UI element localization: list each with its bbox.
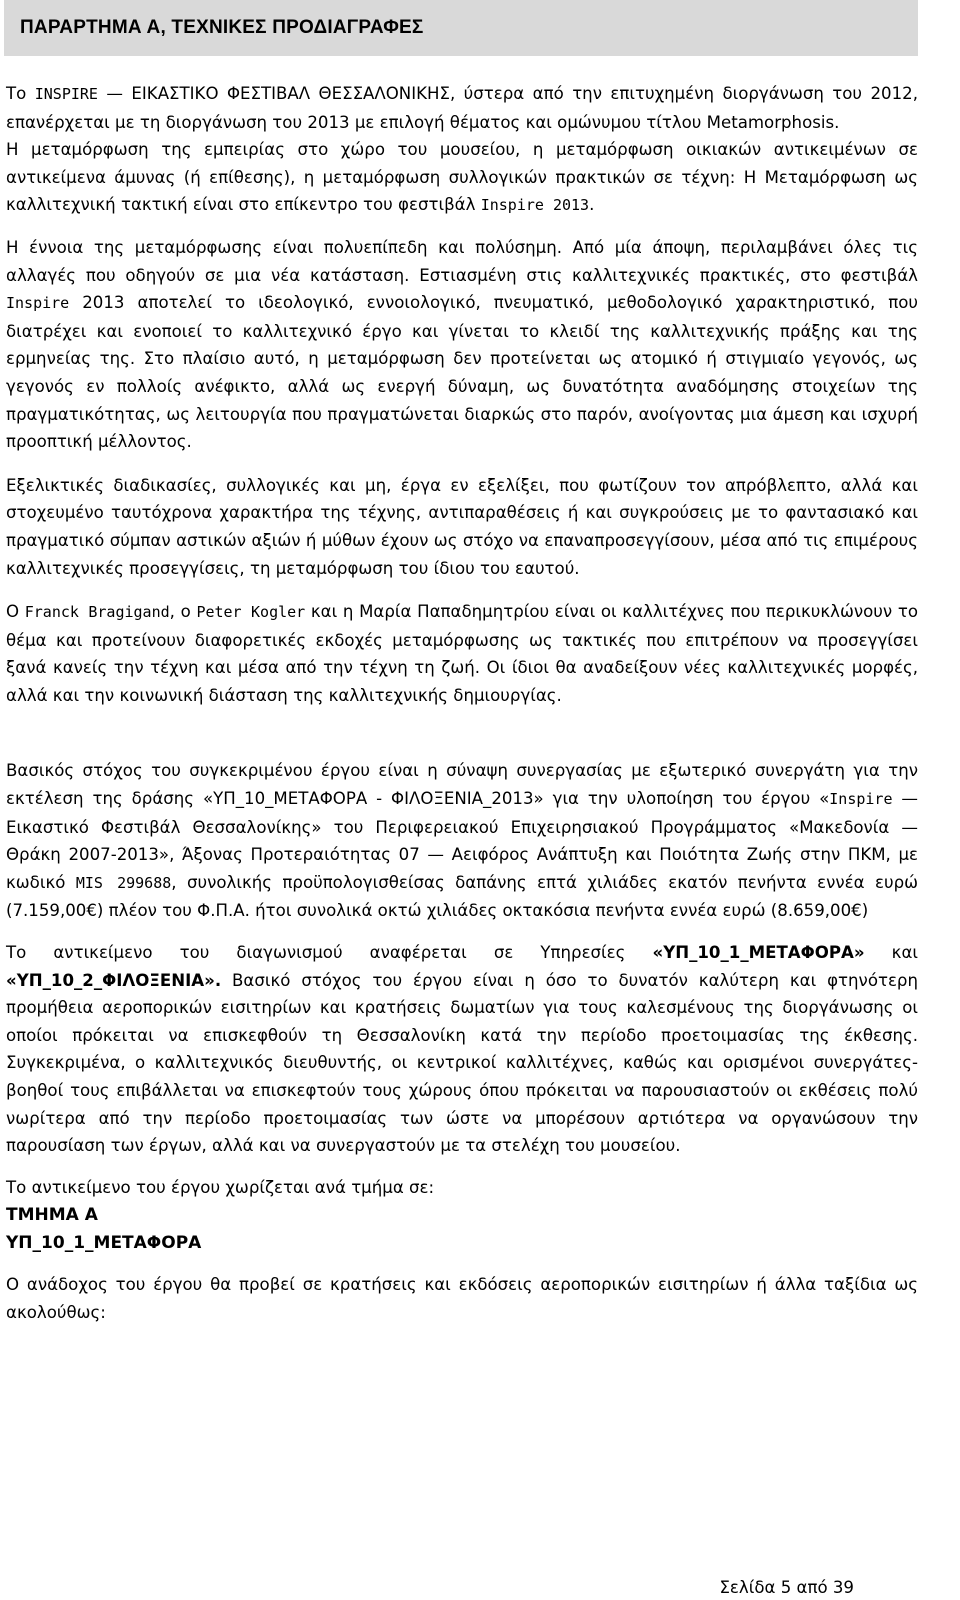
- text-run: Η μεταμόρφωση της εμπειρίας στο χώρο του μουσείου, η μεταμόρφωση οικιακών αντικειμένων σε αντικείμενα άμυνας (ή επίθεσης), η μεταμόρφωση συλλογικών πρακτικών σε τέχνη: Η Μεταμόρφωση ως καλλιτεχνική τακτική είναι στο επίκεντρο του φεστιβάλ: [6, 140, 918, 215]
- text-run: , ο: [169, 602, 197, 622]
- text-run: 2013 αποτελεί το ιδεολογικό, εννοιολογικό, πνευματικό, μεθοδολογικό χαρακτηριστικό, που διατρέχει και ενοποιεί το καλλιτεχνικό έργο και γίνεται το κλειδί της καλλιτεχνικής πράξης και της ερμηνείας της. Στο πλαίσιο αυτό, η μεταμόρφωση δεν προτείνεται ως ατομικό ή στιγμιαίο γεγονός, ως γεγονός εν πολλοίς ανέφικτο, αλλά ως ενεργή δύναμη, ως δυνατότητα αναδόμησης στοιχείων της πραγματικότητας, ως λειτουργία που πραγματώνεται διαρκώς στο παρόν, ανοίγοντας μια άμεση και ισχυρή προοπτική μέλλοντος.: [6, 293, 918, 452]
- text-run: Βασικό στόχος του έργου είναι η όσο το δυνατόν καλύτερη και φτηνότερη προμήθεια αεροπορικών εισιτηρίων και κρατήσεις δωματίων για τους καλεσμένους της διοργάνωσης οι οποίοι πρόκειται να επισκεφθούν τη Θεσσαλονίκη κατά την περίοδο προετοιμασίας της έκθεσης. Συγκεκριμένα, ο καλλιτεχνικός διευθυντής, οι κεντρικοί καλλιτέχνες, καθώς και ορισμένοι συνεργάτες-βοηθοί τους επιβάλλεται να επισκεφτούν τους χώρους όπου πρόκειται να παρουσιαστούν οι εκθέσεις πολύ νωρίτερα από την περίοδο προετοιμασίας των ώστε να μπορέσουν αρτιότερα να οργανώσουν την παρουσίαση των έργων, αλλά και να συνεργαστούν με τα στελέχη του μουσείου.: [6, 970, 918, 1156]
- text-run: .: [589, 195, 595, 215]
- paragraph-metamorphosis: [6, 136, 918, 220]
- text-run: Ο: [6, 602, 25, 622]
- text-run-mono: INSPIRE: [34, 85, 98, 103]
- text-run: και η Μαρία Παπαδημητρίου είναι οι καλλιτέχνες που περικυκλώνουν το θέμα και προτείνουν διαφορετικές εκδοχές μεταμόρφωσης ως τακτικές που επιτρέπουν να προσεγγίσει ξανά κανείς την τέχνη και μέσα από την τέχνη τη ζωή. Οι ίδιοι θα αναδείξουν νέες καλλιτεχνικές μορφές, αλλά και την κοινωνική διάσταση της καλλιτεχνικής δημιουργίας.: [6, 602, 918, 705]
- paragraph-subject: [6, 939, 918, 1160]
- paragraph-artists: [6, 598, 918, 709]
- paragraph-division: Το αντικείμενο του έργου χωρίζεται ανά τμήμα σε:: [6, 1177, 435, 1197]
- text-run: Το αντικείμενο του διαγωνισμού αναφέρεται σε Υπηρεσίες: [6, 943, 653, 963]
- paragraph-processes: Εξελικτικές διαδικασίες, συλλογικές και μη, έργα εν εξελίξει, που φωτίζουν τον απρόβλεπτο, αλλά και στοχευμένο ταυτόχρονα χαρακτήρα της τέχνης, αντιπαραθέσεις ή και συγκρούσεις με το φαντασιακό και πραγματικό σύμπαν αστικών αξιών ή μύθων έχουν ως στόχο να επαναπροσεγγίσουν, μέσα από τις επιμέρους καλλιτεχνικές προσεγγίσεις, τη μεταμόρφωση του ίδιου του εαυτού.: [6, 475, 918, 578]
- text-run: Βασικός στόχος του συγκεκριμένου έργου είναι η σύναψη συνεργασίας με εξωτερικό συνεργάτη για την εκτέλεση της δράσης «ΥΠ_10_ΜΕΤΑΦΟΡΑ - ΦΙΛΟΞΕΝΙΑ_2013» για την υλοποίηση του έργου «: [6, 761, 918, 809]
- text-run: — Εικαστικό Φεστιβάλ Θεσσαλονίκης» του Περιφερειακού Επιχειρησιακού Προγράμματος «Μακεδονία — Θράκη 2007-2013», Άξονας Προτεραιότητας 07 — Αειφόρος Ανάπτυξη και Ποιότητα Ζωής στην ΠΚΜ, με κωδικό: [6, 789, 919, 892]
- text-run: Το: [6, 84, 35, 103]
- paragraph-intro: [6, 80, 918, 136]
- paragraph-contractor: Ο ανάδοχος του έργου θα προβεί σε κρατήσεις και εκδόσεις αεροπορικών εισιτηρίων ή άλλα ταξίδια ως ακολούθως:: [6, 1275, 918, 1322]
- text-run-mono: Inspire 2013: [480, 196, 590, 215]
- text-run: Η έννοια της μεταμόρφωσης είναι πολυεπίπεδη και πολύσημη. Από μία άποψη, περιλαμβάνει όλες τις αλλαγές που οδηγούν σε μια νέα κατάσταση. Εστιασμένη στις καλλιτεχνικές πρακτικές, στο φεστιβάλ: [6, 237, 918, 285]
- text-run-mono: Inspire: [6, 294, 70, 313]
- paragraph-concept: [6, 234, 918, 456]
- page-number: Σελίδα 5 από 39: [719, 1578, 854, 1597]
- text-run: — ΕΙΚΑΣΤΙΚΟ ΦΕΣΤΙΒΑΛ ΘΕΣΣΑΛΟΝΙΚΗΣ, ύστερα από την επιτυχημένη διοργάνωση του 2012, επανέρχεται με τη διοργάνωση του 2013 με επιλογή θέματος και ομώνυμου τίτλου Metamorphosis.: [6, 84, 918, 132]
- text-run-mono: Peter Kogler: [196, 603, 306, 622]
- text-run: , συνολικής προϋπολογισθείσας δαπάνης επτά χιλιάδες εκατόν πενήντα εννέα ευρώ (7.159,00€) πλέον του Φ.Π.Α. ήτοι συνολικά οκτώ χιλιάδες οκτακόσια πενήντα εννέα ευρώ (8.659,00€): [6, 872, 919, 921]
- text-run-bold: «ΥΠ_10_1_ΜΕΤΑΦΟΡΑ»: [652, 943, 865, 963]
- paragraph-objective: [6, 757, 918, 925]
- text-run-bold: «ΥΠ_10_2_ΦΙΛΟΞΕΝΙΑ».: [6, 970, 222, 990]
- subsection-heading: ΥΠ_10_1_ΜΕΤΑΦΟΡΑ: [6, 1233, 202, 1254]
- text-run-mono: Franck Bragigand: [24, 603, 170, 622]
- header-bar: [4, 0, 918, 56]
- page-title: ΠΑΡΑΡΤΗΜΑ Α, ΤΕΧΝΙΚΕΣ ΠΡΟΔΙΑΓΡΑΦΕΣ: [20, 17, 424, 38]
- section-heading: ΤΜΗΜΑ Α: [6, 1205, 98, 1226]
- text-run-mono: Inspire: [829, 790, 893, 809]
- text-run: και: [864, 943, 918, 963]
- document-body: [6, 80, 918, 1327]
- text-run-mono: MIS 299688: [75, 873, 172, 892]
